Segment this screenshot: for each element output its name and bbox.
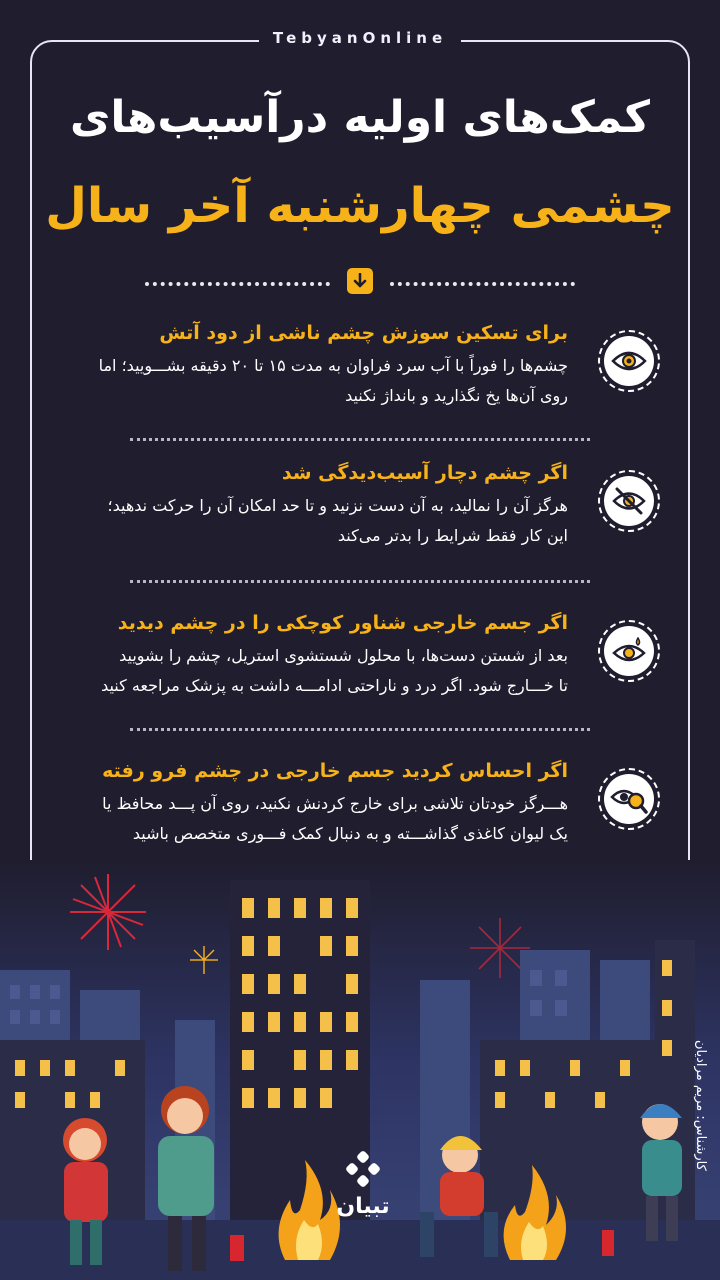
firework-icon <box>70 874 146 950</box>
arrow-down-icon <box>347 268 373 294</box>
credit-name: مرادیان <box>693 1040 708 1081</box>
tip-title: اگر احساس کردید جسم خارجی در چشم فرو رفته <box>102 760 568 782</box>
eye-icon <box>598 330 660 392</box>
brand-header <box>0 28 720 47</box>
eye-drop-icon <box>598 620 660 682</box>
eye-slash-icon <box>598 470 660 532</box>
logo-text: تبیان <box>336 1194 390 1219</box>
tip-body: چشم‌ها را فوراً با آب سرد فراوان به مدت ۱۵ تا ۲۰ دقیقه بشـــویید؛ اما روی آن‌ها یخ نگذارید و بانداژ نکنید <box>98 356 568 405</box>
tip-item-1 <box>60 318 660 418</box>
tip-body: هـــرگز خودتان تلاشی برای خارج کردنش نکنید، روی آن پـــد محافظ یا یک لیوان کاغذی گذاشـــته و به دنبال کمک فـــوری متخصص باشید <box>102 794 568 843</box>
eye-magnifier-icon <box>598 768 660 830</box>
tip-item-4 <box>60 756 660 856</box>
brand-name: TebyanOnline <box>259 29 461 47</box>
credit-line <box>693 1040 708 1171</box>
tebyan-logo-icon <box>341 1150 385 1190</box>
tip-body: بعد از شستن دست‌ها، با محلول شستشوی استریل، چشم را بشویید تا خـــارج شود. اگر درد و ناراحتی ادامـــه داشت به پزشک مراجعه کنید <box>101 646 568 695</box>
separator <box>130 438 590 441</box>
title-line-2: چشمی چهارشنبه آخر سال <box>45 178 675 234</box>
tip-title: برای تسکین سوزش چشم ناشی از دود آتش <box>159 322 568 344</box>
tip-title: اگر چشم دچار آسیب‌دیدگی شد <box>281 462 568 484</box>
credit-prefix: کارشناس: مریم <box>693 1084 708 1171</box>
divider-right <box>390 282 575 286</box>
tip-body: هرگز آن را نمالید، به آن دست نزنید و تا حد امکان آن را حرکت ندهید؛ این کار فقط شرایط را بدتر می‌کند <box>107 496 568 545</box>
separator <box>130 580 590 583</box>
firecracker-icon <box>602 1230 614 1256</box>
tip-item-2 <box>60 458 660 558</box>
tip-title: اگر جسم خارجی شناور کوچکی را در چشم دیدید <box>117 612 568 634</box>
firecracker-icon <box>230 1235 244 1261</box>
title-line-1: کمک‌های اولیه درآسیب‌های <box>70 92 650 143</box>
divider-left <box>145 282 330 286</box>
tip-item-3 <box>60 608 660 708</box>
separator <box>130 728 590 731</box>
tebyan-logo <box>318 1150 408 1219</box>
